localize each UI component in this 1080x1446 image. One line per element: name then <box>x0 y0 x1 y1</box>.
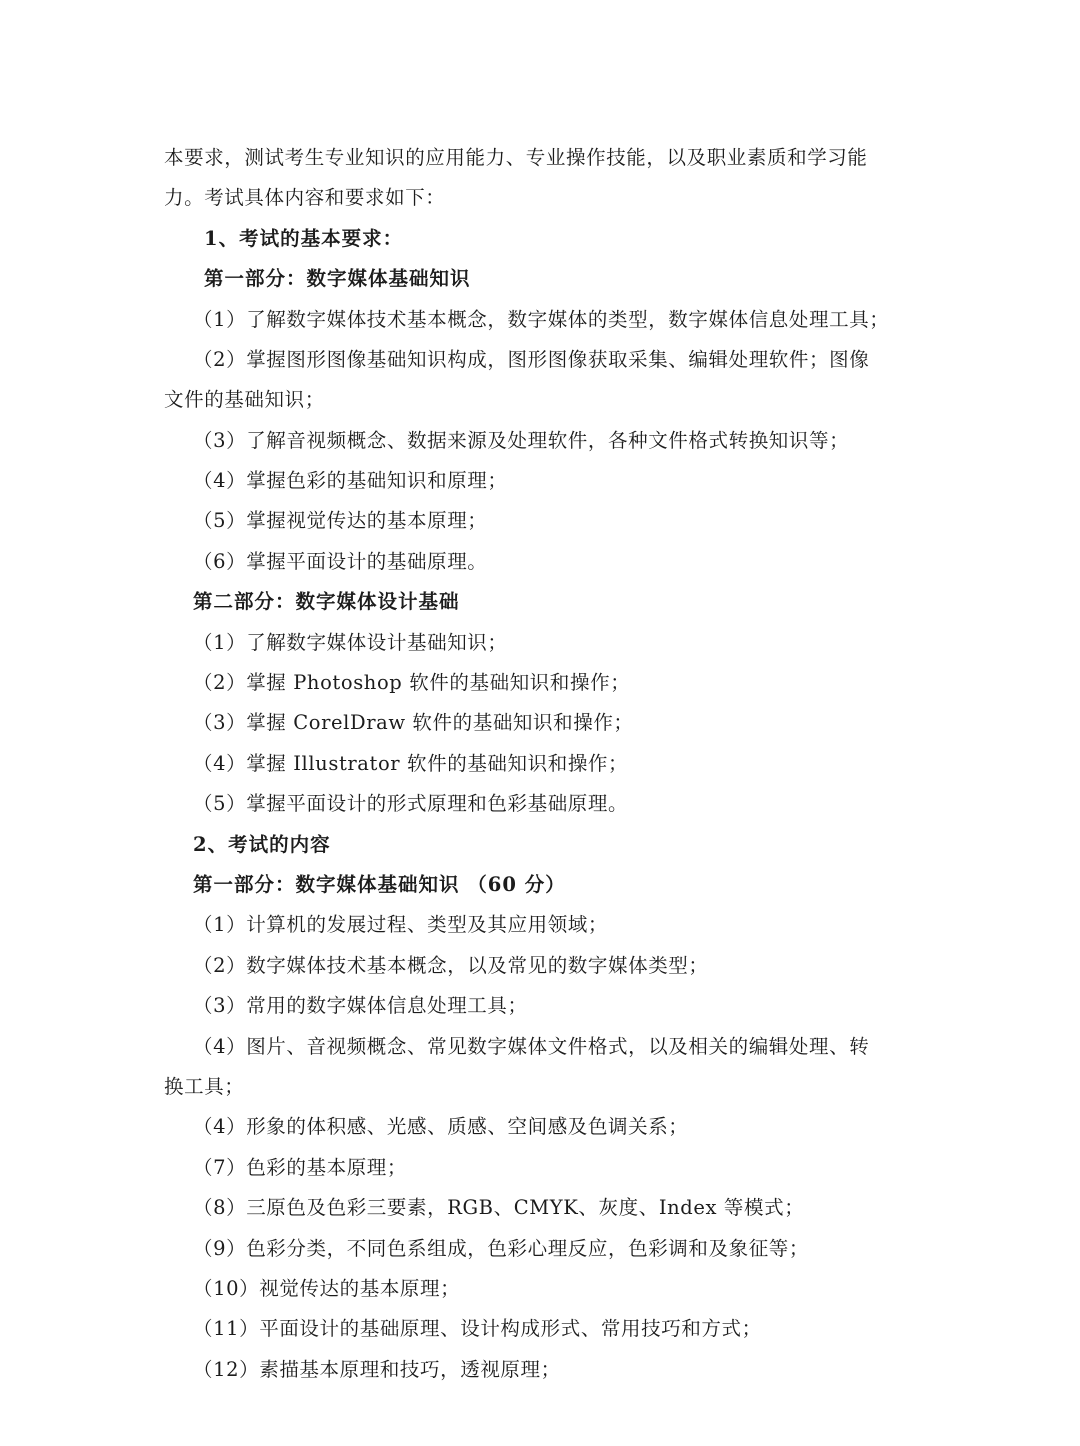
section-2-heading: 2、考试的内容 <box>193 833 331 856</box>
section-2-part-1-heading: 第一部分：数字媒体基础知识 （60 分） <box>193 873 566 896</box>
intro-line-1: 本要求，测试考生专业知识的应用能力、专业操作技能，以及职业素质和学习能 <box>164 146 868 169</box>
list-item: （4）形象的体积感、光感、质感、空间感及色调关系； <box>193 1115 689 1138</box>
list-item: （8）三原色及色彩三要素，RGB、CMYK、灰度、Index 等模式； <box>193 1196 805 1219</box>
list-item: （4）掌握 Illustrator 软件的基础知识和操作； <box>193 752 629 775</box>
list-item: （10）视觉传达的基本原理； <box>193 1277 461 1300</box>
list-item: （3）常用的数字媒体信息处理工具； <box>193 994 528 1017</box>
list-item: （9）色彩分类，不同色系组成，色彩心理反应，色彩调和及象征等； <box>193 1237 810 1260</box>
list-item-continuation: 换工具； <box>164 1075 245 1098</box>
list-item: （5）掌握视觉传达的基本原理； <box>193 509 488 532</box>
section-1-part-1-heading: 第一部分：数字媒体基础知识 <box>204 267 471 290</box>
list-item: （1）了解数字媒体设计基础知识； <box>193 631 508 654</box>
list-item: （2）数字媒体技术基本概念，以及常见的数字媒体类型； <box>193 954 709 977</box>
list-item-continuation: 文件的基础知识； <box>164 388 325 411</box>
list-item: （5）掌握平面设计的形式原理和色彩基础原理。 <box>193 792 629 815</box>
list-item: （4）掌握色彩的基础知识和原理； <box>193 469 508 492</box>
list-item: （7）色彩的基本原理； <box>193 1156 408 1179</box>
section-1-part-2-heading: 第二部分：数字媒体设计基础 <box>193 590 460 613</box>
list-item: （3）掌握 CorelDraw 软件的基础知识和操作； <box>193 711 634 734</box>
section-1-heading: 1、考试的基本要求： <box>204 227 404 250</box>
list-item: （2）掌握 Photoshop 软件的基础知识和操作； <box>193 671 631 694</box>
list-item: （1）了解数字媒体技术基本概念，数字媒体的类型，数字媒体信息处理工具； <box>193 308 890 331</box>
list-item: （1）计算机的发展过程、类型及其应用领域； <box>193 913 609 936</box>
intro-line-2: 力。考试具体内容和要求如下： <box>164 186 446 209</box>
list-item: （3）了解音视频概念、数据来源及处理软件，各种文件格式转换知识等； <box>193 429 850 452</box>
list-item: （6）掌握平面设计的基础原理。 <box>193 550 488 573</box>
list-item: （2）掌握图形图像基础知识构成，图形图像获取采集、编辑处理软件；图像 <box>193 348 870 371</box>
list-item: （4）图片、音视频概念、常见数字媒体文件格式，以及相关的编辑处理、转 <box>193 1035 870 1058</box>
list-item: （12）素描基本原理和技巧，透视原理； <box>193 1358 561 1381</box>
list-item: （11）平面设计的基础原理、设计构成形式、常用技巧和方式； <box>193 1317 762 1340</box>
